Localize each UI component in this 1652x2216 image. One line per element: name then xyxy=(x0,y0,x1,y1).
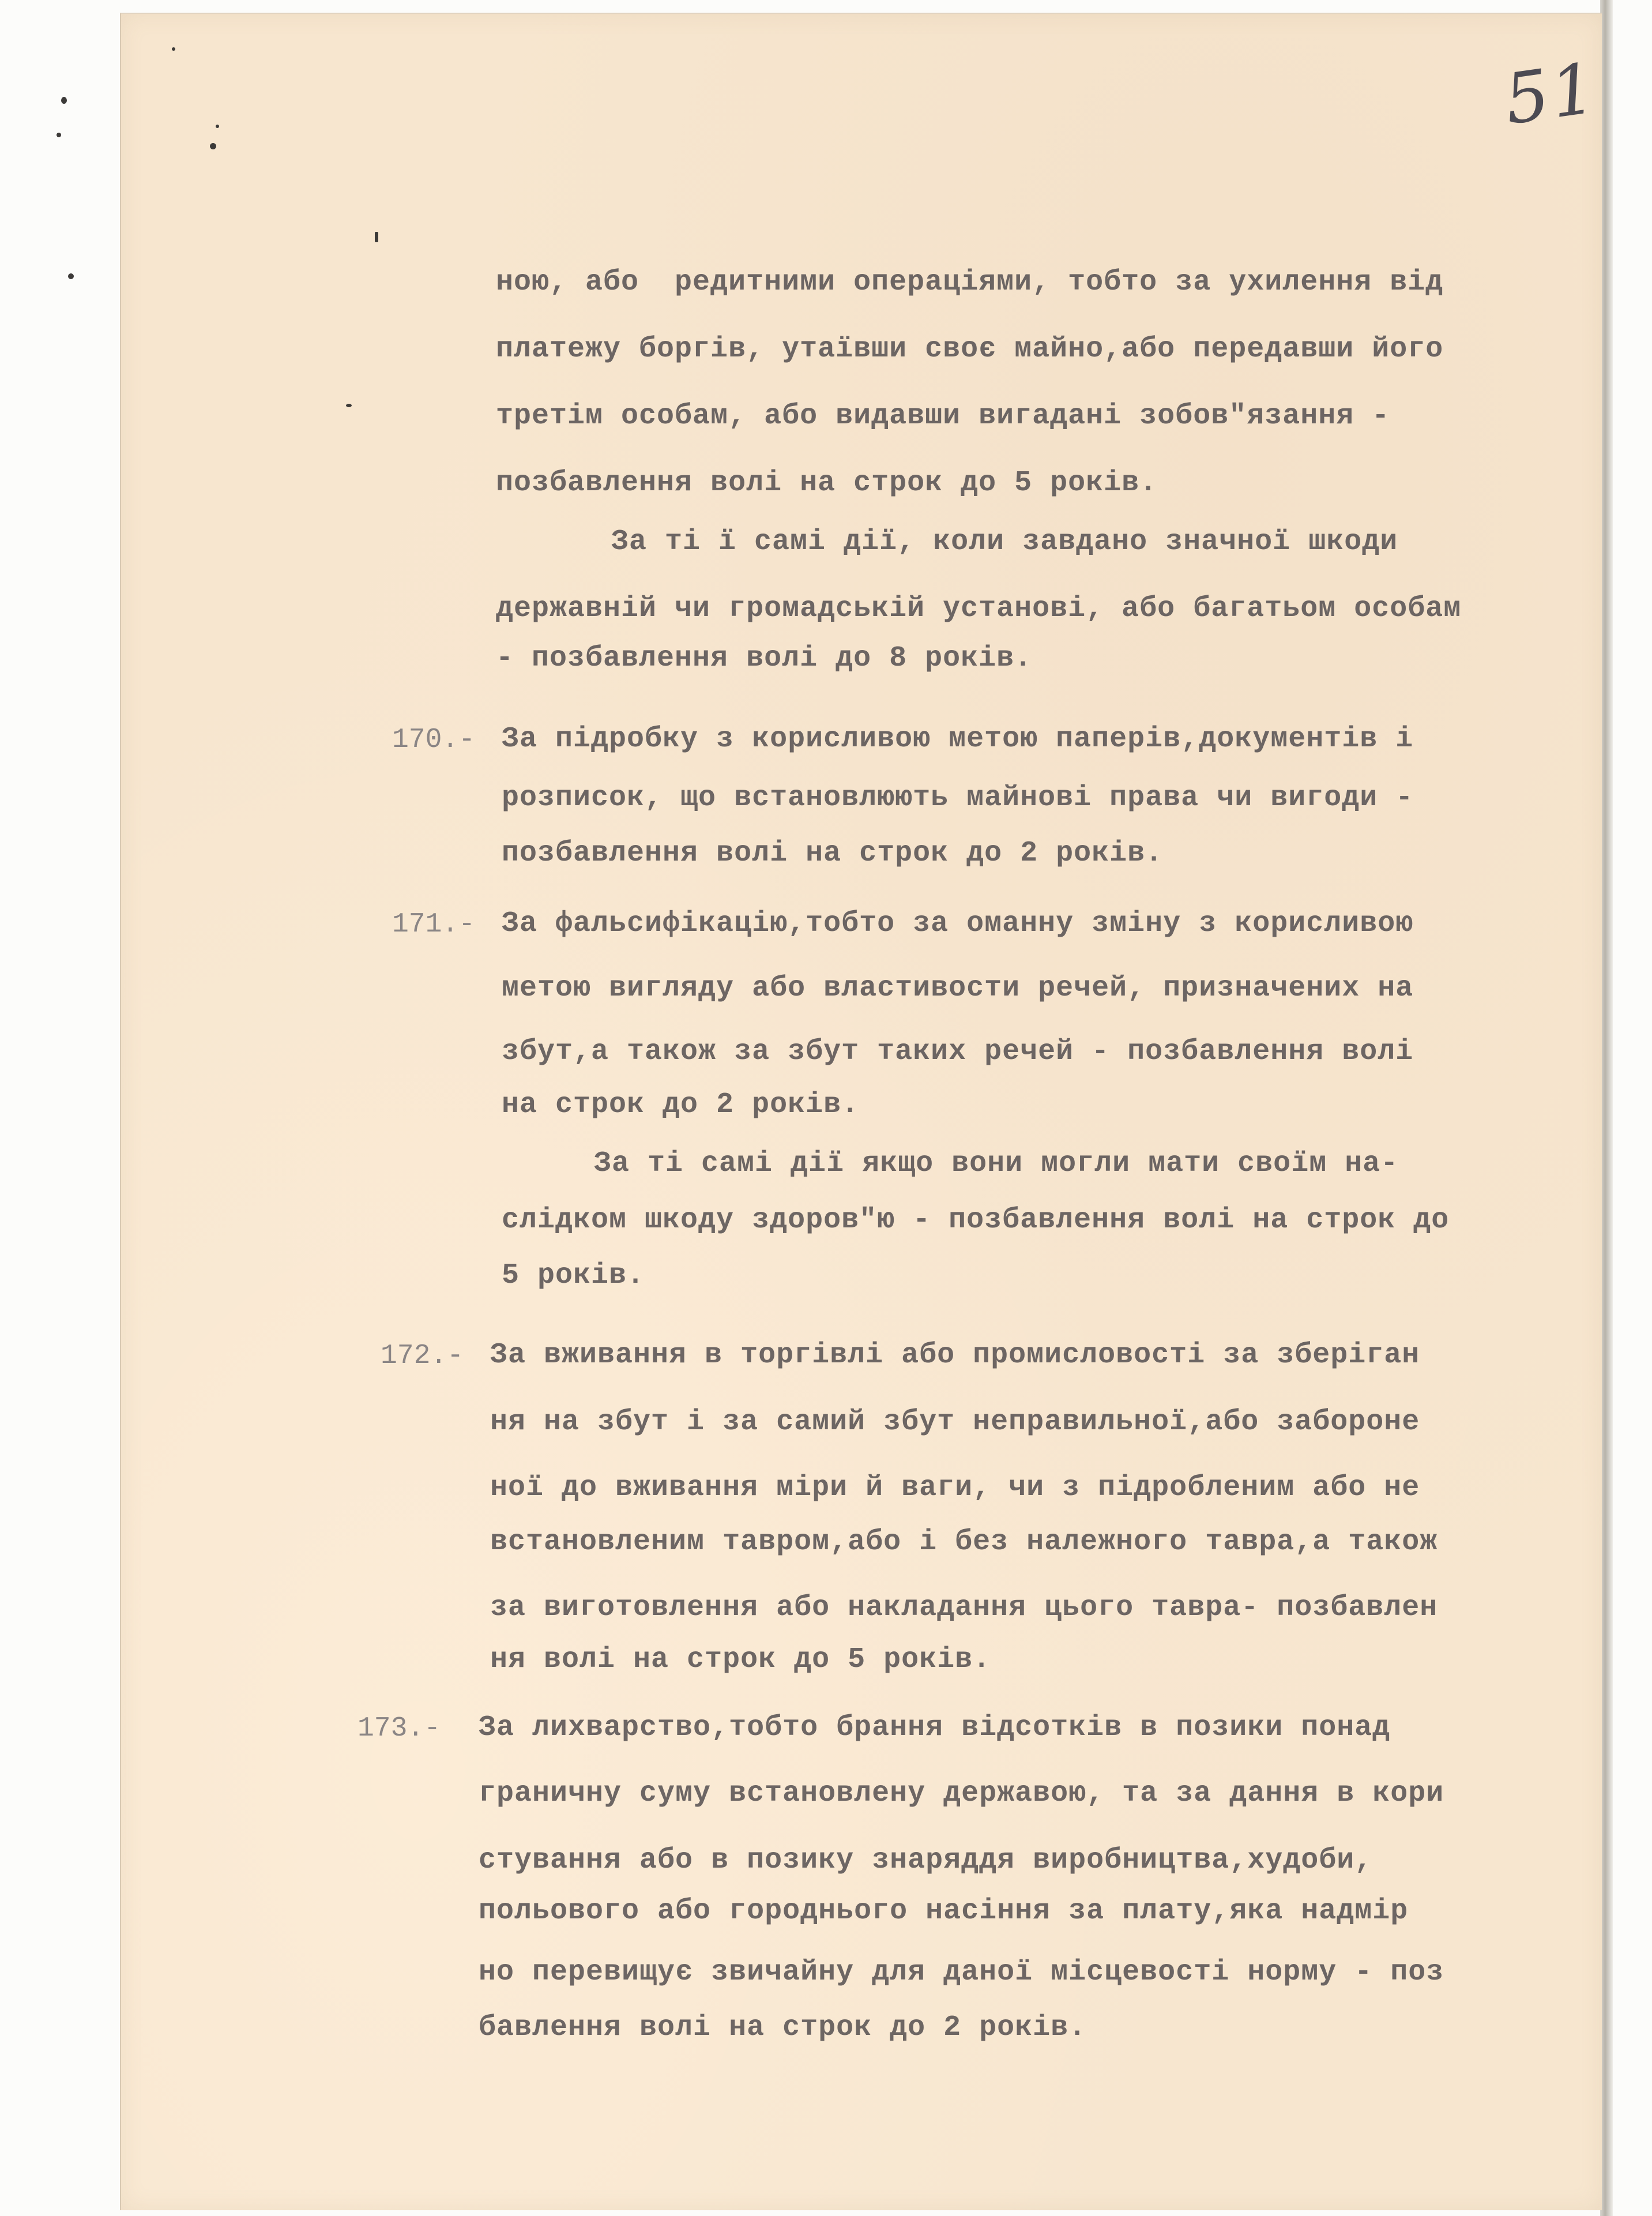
text-line: позбавлення волі на строк до 2 років. xyxy=(502,837,1164,870)
article-number: 173.- xyxy=(358,1713,441,1744)
text-line: ня на збут і за самий збут неправильної,або забороне xyxy=(490,1406,1420,1438)
text-line: позбавлення волі на строк до 5 років. xyxy=(496,467,1158,499)
text-line: но перевищує звичайну для даної місцевості норму - поз xyxy=(479,1956,1444,1989)
text-line: встановленим тавром,або і без належного тавра,а також xyxy=(490,1526,1438,1558)
article-number: 170.- xyxy=(392,724,476,756)
text-line: слідком шкоду здоров"ю - позбавлення волі на строк до xyxy=(502,1204,1450,1237)
text-line: стування або в позику знаряддя виробництва,худоби, xyxy=(479,1844,1373,1877)
article-number: 172.- xyxy=(381,1340,464,1372)
text-line: За ті самі дії якщо вони могли мати своїм на- xyxy=(594,1147,1399,1180)
text-line: За лихварство,тобто брання відсотків в позики понад xyxy=(479,1711,1391,1744)
paper-sheet xyxy=(120,13,1602,2210)
text-line: ня волі на строк до 5 років. xyxy=(490,1643,991,1676)
dust-speck xyxy=(172,47,175,51)
text-line: третім особам, або видавши вигадані зобов"язання - xyxy=(496,400,1390,433)
text-line: За ті ї самі дії, коли завдано значної шкоди xyxy=(611,525,1398,558)
text-line: на строк до 2 років. xyxy=(502,1088,860,1121)
text-line: метою вигляду або властивости речей, призначених на xyxy=(502,972,1414,1005)
text-line: ною, або редитними операціями, тобто за ухилення від xyxy=(496,266,1444,299)
text-line: За вживання в торгівлі або промисловості за зберіган xyxy=(490,1339,1420,1372)
text-line: За фальсифікацію,тобто за оманну зміну з корисливою xyxy=(502,907,1414,940)
text-line: граничну суму встановлену державою, та за дання в кори xyxy=(479,1777,1444,1810)
text-line: польового або городнього насіння за плату,яка надмір xyxy=(479,1895,1409,1928)
dust-speck xyxy=(216,125,219,128)
dust-speck xyxy=(57,133,61,137)
ink-mark xyxy=(375,232,378,242)
text-line: за виготовлення або накладання цього тавра- позбавлен xyxy=(490,1591,1438,1624)
text-line: - позбавлення волі до 8 років. xyxy=(496,642,1033,675)
scanner-shadow xyxy=(1600,0,1613,2216)
text-line: ної до вживання міри й ваги, чи з підробленим або не xyxy=(490,1471,1420,1504)
text-line: збут,а також за збут таких речей - позбавлення волі xyxy=(502,1035,1414,1068)
dust-speck xyxy=(61,97,67,104)
text-line: За підробку з корисливою метою паперів,документів і xyxy=(502,723,1414,756)
dust-speck xyxy=(210,143,216,149)
text-line: бавлення волі на строк до 2 років. xyxy=(479,2011,1087,2044)
ink-mark xyxy=(346,404,352,407)
page-number: 51 xyxy=(1500,48,1603,141)
article-number: 171.- xyxy=(392,909,476,940)
dust-speck xyxy=(68,273,74,279)
text-line: 5 років. xyxy=(502,1259,645,1292)
text-line: державній чи громадській установі, або багатьом особам xyxy=(496,592,1462,625)
text-line: платежу боргів, утаївши своє майно,або передавши його xyxy=(496,333,1444,366)
text-line: розписок, що встановлюють майнові права чи вигоди - xyxy=(502,782,1414,814)
